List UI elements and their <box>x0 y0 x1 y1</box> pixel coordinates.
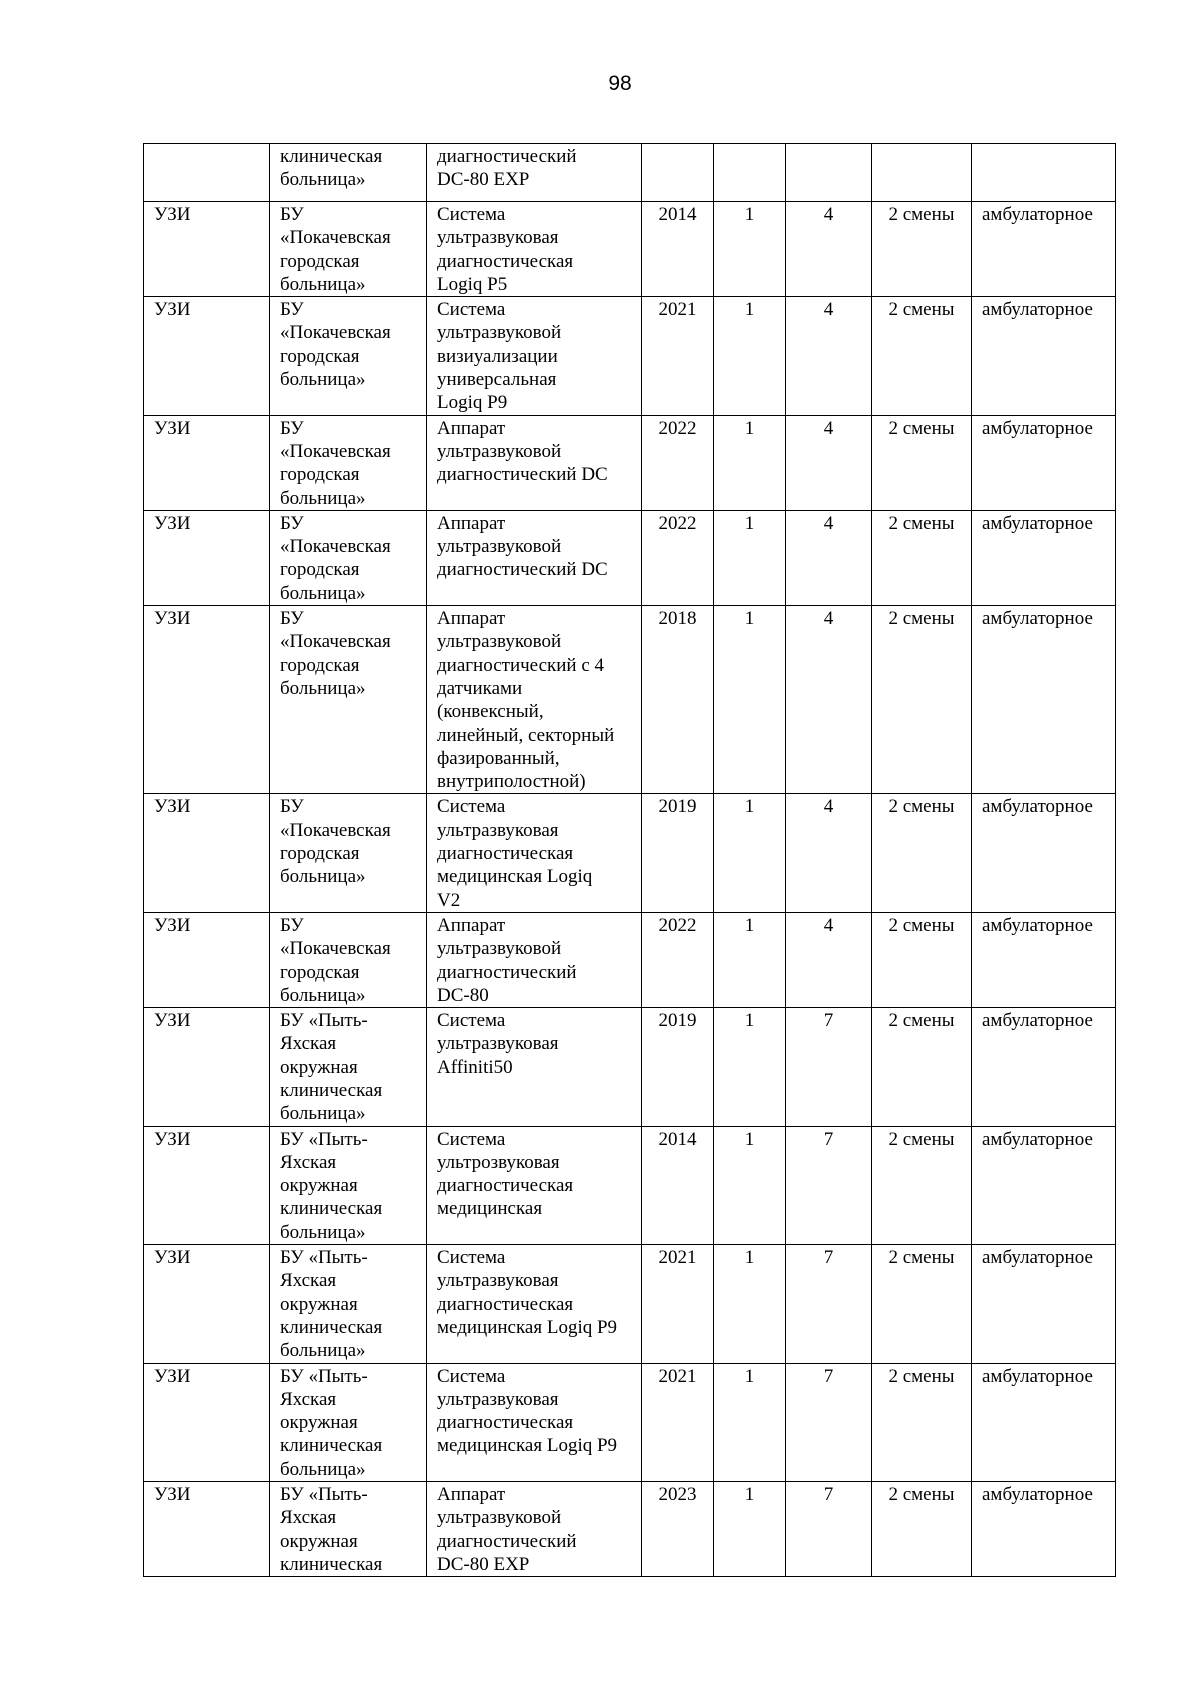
cell-exam-type: УЗИ <box>144 794 270 912</box>
cell-equipment: Система ультразвуковая диагностическая медицинская Logiq P9 <box>427 1245 642 1363</box>
cell-year: 2022 <box>642 415 714 510</box>
cell-exam-type: УЗИ <box>144 1008 270 1126</box>
cell-quantity: 1 <box>714 297 786 415</box>
cell-equipment: Система ультрозвуковая диагностическая медицинская <box>427 1126 642 1244</box>
cell-exam-type: УЗИ <box>144 1245 270 1363</box>
cell-count: 4 <box>786 202 872 297</box>
cell-care-type: амбулаторное <box>972 1363 1116 1481</box>
cell-institution: БУ «Покачевская городская больница» <box>270 606 427 794</box>
table-row <box>144 794 1116 912</box>
cell-year: 2019 <box>642 794 714 912</box>
cell-equipment: Аппарат ультразвуковой диагностический DC <box>427 510 642 605</box>
cell-institution: БУ «Пыть- Яхская окружная клиническая больница» <box>270 1363 427 1481</box>
cell-quantity: 1 <box>714 912 786 1007</box>
cell-exam-type: УЗИ <box>144 415 270 510</box>
cell-institution: БУ «Пыть- Яхская окружная клиническая больница» <box>270 1245 427 1363</box>
cell-exam-type: УЗИ <box>144 1126 270 1244</box>
cell-year: 2014 <box>642 202 714 297</box>
table-row <box>144 415 1116 510</box>
table-body <box>144 144 1116 1577</box>
cell-year: 2014 <box>642 1126 714 1244</box>
cell-care-type: амбулаторное <box>972 912 1116 1007</box>
cell-quantity: 1 <box>714 1008 786 1126</box>
cell-count: 7 <box>786 1363 872 1481</box>
cell-care-type: амбулаторное <box>972 1245 1116 1363</box>
cell-year: 2019 <box>642 1008 714 1126</box>
cell-care-type: амбулаторное <box>972 202 1116 297</box>
cell-count: 4 <box>786 415 872 510</box>
table-row <box>144 202 1116 297</box>
cell-shifts: 2 смены <box>872 1245 972 1363</box>
cell-equipment: Аппарат ультразвуковой диагностический DC-80 <box>427 912 642 1007</box>
cell-institution: БУ «Пыть- Яхская окружная клиническая <box>270 1482 427 1577</box>
cell-shifts: 2 смены <box>872 1126 972 1244</box>
cell-quantity: 1 <box>714 415 786 510</box>
table-row <box>144 144 1116 202</box>
cell-care-type: амбулаторное <box>972 297 1116 415</box>
table-row <box>144 1245 1116 1363</box>
cell-count: 4 <box>786 297 872 415</box>
table-row <box>144 912 1116 1007</box>
cell-exam-type: УЗИ <box>144 297 270 415</box>
cell-institution: БУ «Пыть- Яхская окружная клиническая больница» <box>270 1008 427 1126</box>
table-row <box>144 1482 1116 1577</box>
cell-care-type: амбулаторное <box>972 606 1116 794</box>
cell-shifts: 2 смены <box>872 415 972 510</box>
cell-equipment: Система ультразвуковая диагностическая медицинская Logiq P9 <box>427 1363 642 1481</box>
cell-quantity <box>714 144 786 202</box>
cell-institution: БУ «Пыть- Яхская окружная клиническая больница» <box>270 1126 427 1244</box>
cell-quantity: 1 <box>714 1126 786 1244</box>
cell-shifts: 2 смены <box>872 1363 972 1481</box>
cell-year <box>642 144 714 202</box>
cell-year: 2023 <box>642 1482 714 1577</box>
cell-exam-type: УЗИ <box>144 912 270 1007</box>
cell-shifts: 2 смены <box>872 1008 972 1126</box>
cell-count: 4 <box>786 606 872 794</box>
cell-exam-type <box>144 144 270 202</box>
cell-exam-type: УЗИ <box>144 510 270 605</box>
cell-count: 4 <box>786 510 872 605</box>
table-row <box>144 606 1116 794</box>
cell-shifts: 2 смены <box>872 912 972 1007</box>
cell-care-type <box>972 144 1116 202</box>
table-row <box>144 510 1116 605</box>
cell-equipment: Аппарат ультразвуковой диагностический DC-80 EXP <box>427 1482 642 1577</box>
cell-care-type: амбулаторное <box>972 1126 1116 1244</box>
equipment-table <box>143 143 1116 1577</box>
cell-shifts: 2 смены <box>872 606 972 794</box>
cell-count: 4 <box>786 794 872 912</box>
cell-count: 7 <box>786 1482 872 1577</box>
cell-count: 7 <box>786 1008 872 1126</box>
cell-shifts: 2 смены <box>872 1482 972 1577</box>
cell-equipment: Аппарат ультразвуковой диагностический с 4 датчиками (конвексный, линейный, секторный фазированный, внутриполостной) <box>427 606 642 794</box>
table-row <box>144 1008 1116 1126</box>
cell-exam-type: УЗИ <box>144 1482 270 1577</box>
cell-shifts: 2 смены <box>872 202 972 297</box>
cell-year: 2021 <box>642 1363 714 1481</box>
cell-equipment: диагностический DC-80 EXP <box>427 144 642 202</box>
cell-quantity: 1 <box>714 606 786 794</box>
cell-quantity: 1 <box>714 1245 786 1363</box>
table-row <box>144 297 1116 415</box>
cell-equipment: Система ультразвуковая диагностическая Logiq P5 <box>427 202 642 297</box>
cell-care-type: амбулаторное <box>972 1482 1116 1577</box>
cell-year: 2022 <box>642 912 714 1007</box>
cell-quantity: 1 <box>714 1482 786 1577</box>
cell-count <box>786 144 872 202</box>
cell-care-type: амбулаторное <box>972 794 1116 912</box>
cell-institution: БУ «Покачевская городская больница» <box>270 415 427 510</box>
cell-count: 4 <box>786 912 872 1007</box>
cell-quantity: 1 <box>714 1363 786 1481</box>
cell-institution: БУ «Покачевская городская больница» <box>270 794 427 912</box>
cell-exam-type: УЗИ <box>144 1363 270 1481</box>
cell-care-type: амбулаторное <box>972 1008 1116 1126</box>
cell-institution: БУ «Покачевская городская больница» <box>270 510 427 605</box>
page-number: 98 <box>608 72 632 95</box>
cell-institution: клиническая больница» <box>270 144 427 202</box>
cell-institution: БУ «Покачевская городская больница» <box>270 202 427 297</box>
cell-quantity: 1 <box>714 510 786 605</box>
cell-year: 2021 <box>642 297 714 415</box>
cell-shifts: 2 смены <box>872 794 972 912</box>
cell-quantity: 1 <box>714 202 786 297</box>
cell-institution: БУ «Покачевская городская больница» <box>270 297 427 415</box>
cell-exam-type: УЗИ <box>144 606 270 794</box>
cell-care-type: амбулаторное <box>972 510 1116 605</box>
cell-count: 7 <box>786 1126 872 1244</box>
cell-shifts: 2 смены <box>872 510 972 605</box>
cell-exam-type: УЗИ <box>144 202 270 297</box>
cell-care-type: амбулаторное <box>972 415 1116 510</box>
cell-shifts <box>872 144 972 202</box>
cell-equipment: Система ультразвуковая Affiniti50 <box>427 1008 642 1126</box>
cell-equipment: Система ультразвуковая диагностическая медицинская Logiq V2 <box>427 794 642 912</box>
cell-quantity: 1 <box>714 794 786 912</box>
cell-equipment: Система ультразвуковой визиуализации универсальная Logiq P9 <box>427 297 642 415</box>
cell-count: 7 <box>786 1245 872 1363</box>
table-row <box>144 1363 1116 1481</box>
cell-equipment: Аппарат ультразвуковой диагностический DC <box>427 415 642 510</box>
cell-year: 2018 <box>642 606 714 794</box>
cell-year: 2022 <box>642 510 714 605</box>
cell-institution: БУ «Покачевская городская больница» <box>270 912 427 1007</box>
table-row <box>144 1126 1116 1244</box>
cell-shifts: 2 смены <box>872 297 972 415</box>
cell-year: 2021 <box>642 1245 714 1363</box>
